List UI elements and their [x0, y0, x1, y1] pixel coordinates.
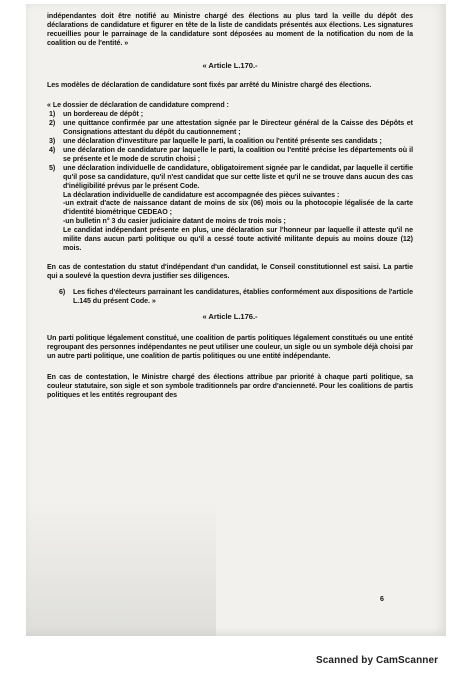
- list-item-text: une déclaration d'investiture par laquelle le parti, la coalition ou l'entité présente ses candidats ;: [63, 137, 382, 146]
- list-item-text: un bordereau de dépôt ;: [63, 110, 144, 119]
- list-item: [47, 137, 413, 146]
- list-item: [47, 288, 413, 306]
- list-item-number: 6): [59, 287, 66, 296]
- document-body: [47, 12, 413, 400]
- list-item-number: 3): [49, 137, 56, 146]
- scanner-watermark: Scanned by CamScanner: [316, 655, 439, 666]
- paragraph-models: Les modèles de déclaration de candidature sont fixés par arrêté du Ministre chargé des élections.: [47, 80, 372, 89]
- paragraph-party-symbols: Un parti politique légalement constitué, une coalition de partis politiques légalement constitués ou une entité regroupant des personnes indépendantes ne peut utiliser une couleur, un sigle ou un symbole déjà choisi par un autre parti politique, une coalition de partis politiques ou une entité indépendante.: [47, 334, 413, 361]
- list-item: [47, 119, 413, 137]
- attachments-intro: La déclaration individuelle de candidature est accompagnée des pièces suivantes :: [63, 190, 340, 199]
- list-item: [47, 110, 413, 119]
- list-item-text: une déclaration de candidature par laquelle le parti, la coalition ou l'entité précise les départements où il se présente et le mode de scrutin choisi ;: [63, 145, 413, 163]
- independent-candidate-declaration: Le candidat indépendant présente en plus, une déclaration sur l'honneur par laquelle il atteste qu'il ne milite dans aucun parti politique ou qu'il a cessé toute activité militante depuis au moins douze (12) mois.: [63, 226, 413, 252]
- list-item-text: une déclaration individuelle de candidature, obligatoirement signée par le candidat, par laquelle il certifie qu'il pose sa candidature, qu'il n'est candidat que sur cette liste et qu'il ne se trouve dans aucun des cas d'inéligibilité prévus par le présent Code.: [63, 163, 413, 190]
- paragraph-contestation-status: En cas de contestation du statut d'indépendant d'un candidat, le Conseil constitutionnel est saisi. La partie qui a soulevé la question devra justifier ses diligences.: [47, 262, 413, 280]
- list-item-number: 2): [49, 119, 56, 128]
- attachment-criminal-record: -un bulletin n° 3 du casier judiciaire datant de moins de trois mois ;: [63, 217, 286, 226]
- paragraph-attribution: En cas de contestation, le Ministre chargé des élections attribue par priorité à chaque parti politique, sa couleur statutaire, son sigle et son symbole traditionnels par ordre d'ancienneté. Pour les coalitions de partis politiques et les entités regroupant des: [47, 373, 413, 399]
- list-item-text: Les fiches d'électeurs parrainant les candidatures, établies conformément aux dispositions de l'article L.145 du présent Code. »: [73, 287, 413, 305]
- list-intro: « Le dossier de déclaration de candidature comprend :: [47, 101, 229, 110]
- list-item-number: 5): [49, 163, 56, 172]
- attachment-birth-certificate: -un extrait d'acte de naissance datant de moins de six (06) mois ou la photocopie légalisée de la carte d'identité biométrique CEDEAO ;: [63, 199, 413, 217]
- list-item: [47, 164, 413, 191]
- list-item-number: 4): [49, 145, 56, 154]
- paragraph-intro: indépendantes doit être notifié au Ministre chargé des élections au plus tard la veille du dépôt des déclarations de candidature et figurer en tête de la liste de candidats présentés aux élections. Les signatures recueillies pour le parrainage de la candidature sont déposées au moment de la notification du nom de la coalition ou de l'entité. »: [47, 12, 413, 47]
- page-shadow: [26, 500, 216, 636]
- list-item-text: une quittance confirmée par une attestation signée par le Directeur général de la Caisse des Dépôts et Consignations attestant du dépôt du cautionnement ;: [63, 119, 413, 137]
- list-item: [47, 146, 413, 164]
- list-item-number: 1): [49, 110, 56, 119]
- page-number: 6: [380, 596, 384, 603]
- article-heading-l176: « Article L.176.-: [202, 312, 258, 322]
- article-heading-l170: « Article L.170.-: [202, 60, 258, 70]
